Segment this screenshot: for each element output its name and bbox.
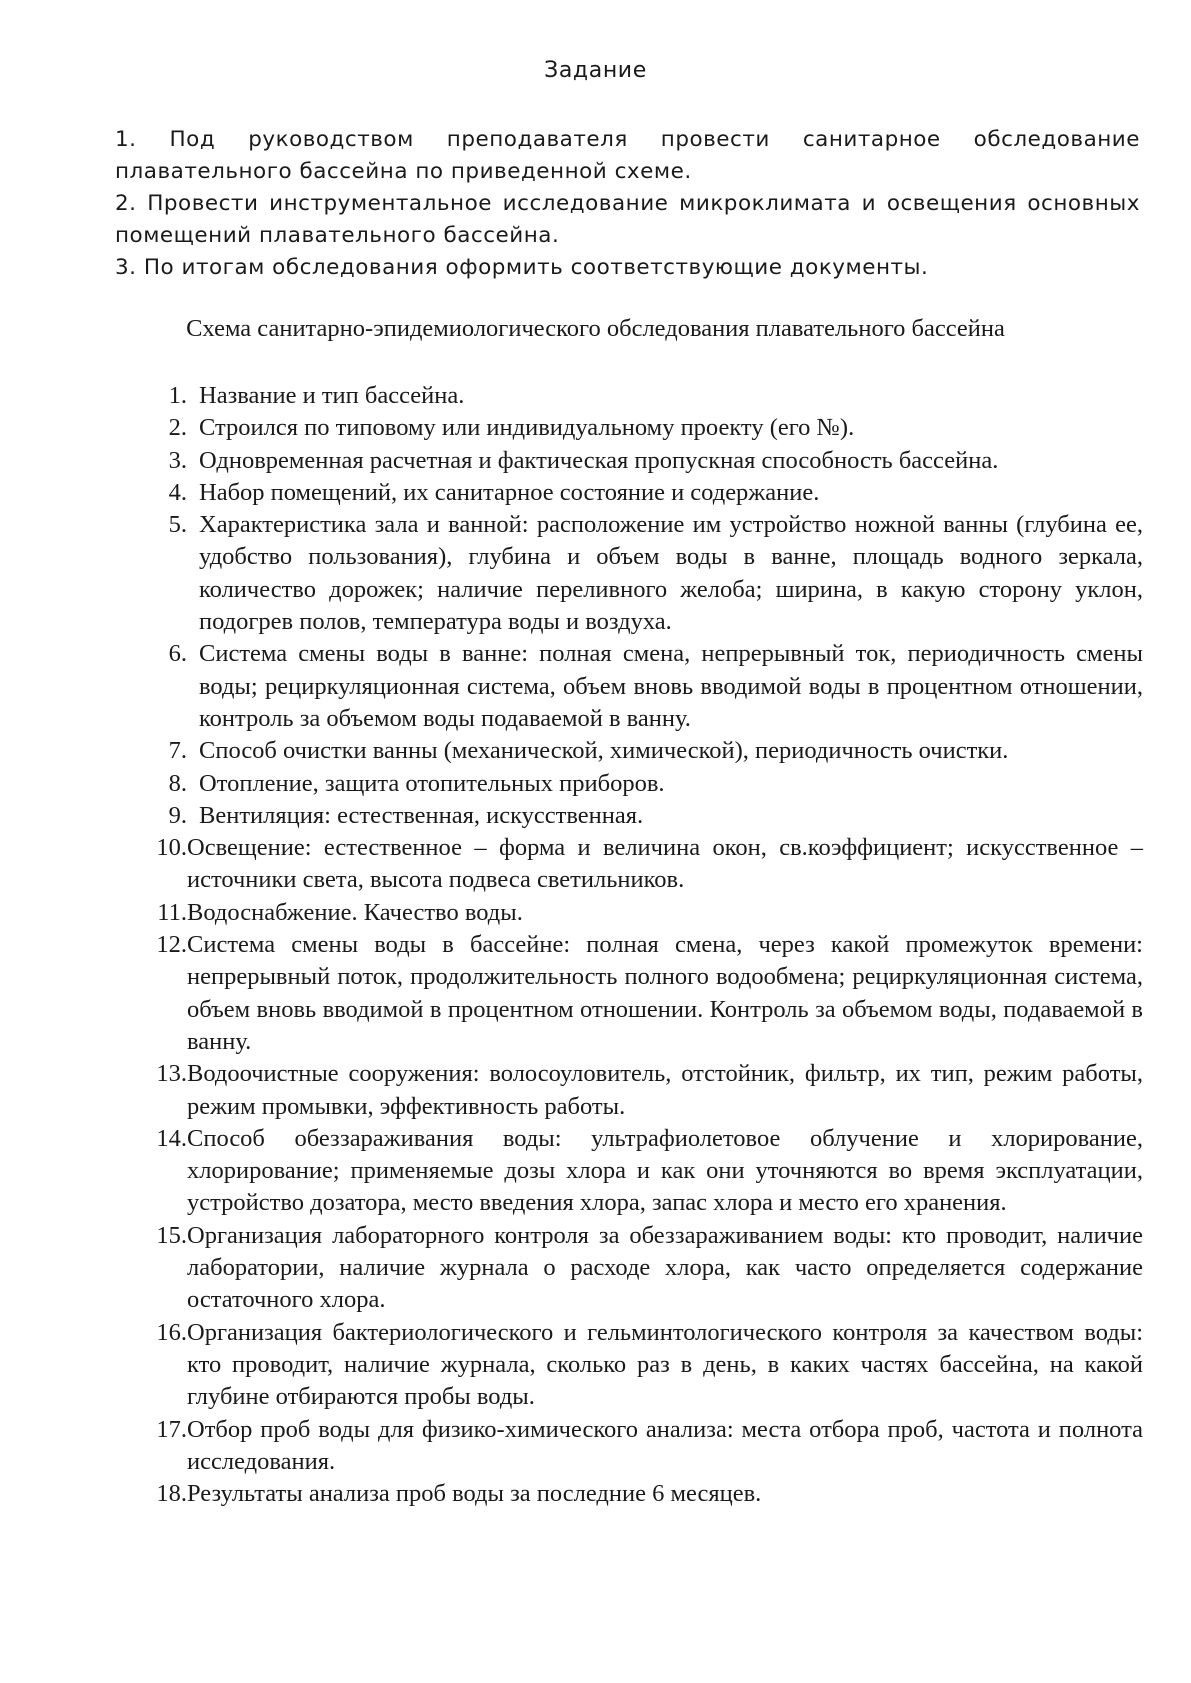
item-text: Вентиляция: естественная, искусственная. <box>199 801 644 829</box>
item-number: 6. <box>168 640 187 668</box>
item-text: Одновременная расчетная и фактическая пропускная способность бассейна. <box>199 446 999 474</box>
item-text: Водоочистные сооружения: волосоуловитель, отстойник, фильтр, их тип, режим работы, режим промывки, эффективность работы. <box>187 1060 1143 1120</box>
item-number: 17. <box>156 1415 187 1443</box>
scheme-item <box>146 800 1143 832</box>
item-number: 1. <box>168 382 187 409</box>
scheme-item <box>146 735 1143 767</box>
item-text: Строился по типовому или индивидуальному проекту (его №). <box>199 414 855 442</box>
scheme-item <box>146 768 1143 800</box>
scheme-item <box>146 1058 1143 1123</box>
task-item: 3. По итогам обследования оформить соответствующие документы. <box>115 255 929 280</box>
item-number: 2. <box>168 414 187 442</box>
item-text: Система смены воды в ванне: полная смена, непрерывный ток, периодичность смены воды; рециркуляционная система, объем вновь вводимой воды в процентном отношении, контроль за объемом воды подаваемой в ванну. <box>199 640 1143 732</box>
page-title: Задание <box>544 58 647 83</box>
item-number: 8. <box>168 769 187 797</box>
item-number: 15. <box>156 1221 187 1249</box>
scheme-item <box>146 929 1143 1058</box>
scheme-item <box>146 509 1143 638</box>
item-text: Организация бактериологического и гельминтологического контроля за качеством воды: кто проводит, наличие журнала, сколько раз в день, в каких частях бассейна, на какой глубине отбираются пробы воды. <box>187 1318 1143 1411</box>
scheme-item <box>146 897 1143 929</box>
task-item: 1. Под руководством преподавателя провести санитарное обследование плавательного бассейна по приведенной схеме. <box>115 127 1140 184</box>
item-number: 3. <box>168 446 187 474</box>
item-text: Освещение: естественное – форма и величина окон, св.коэффициент; искусственное – источники света, высота подвеса светильников. <box>187 834 1143 894</box>
scheme-item <box>146 1220 1143 1317</box>
scheme-item <box>146 380 1143 412</box>
item-text: Способ очистки ванны (механической, химической), периодичность очистки. <box>199 737 1009 765</box>
item-text: Способ обеззараживания воды: ультрафиолетовое облучение и хлорирование, хлорирование; применяемые дозы хлора и как они уточняются во время эксплуатации, устройство дозатора, место введения хлора, запас хлора и место его хранения. <box>187 1124 1143 1217</box>
task-list <box>115 124 1140 284</box>
item-text: Результаты анализа проб воды за последние 6 месяцев. <box>187 1480 762 1508</box>
scheme-item <box>146 1414 1143 1479</box>
item-number: 13. <box>156 1060 187 1088</box>
item-number: 18. <box>156 1480 187 1508</box>
item-number: 10. <box>156 834 187 862</box>
item-number: 9. <box>168 801 187 829</box>
item-number: 12. <box>156 931 187 959</box>
item-number: 4. <box>168 478 187 506</box>
item-number: 16. <box>156 1318 187 1346</box>
scheme-item <box>146 477 1143 509</box>
task-item: 2. Провести инструментальное исследование микроклимата и освещения основных помещений плавательного бассейна. <box>115 191 1140 248</box>
item-text: Характеристика зала и ванной: расположение им устройство ножной ванны (глубина ее, удобство пользования), глубина и объем воды в ванне, площадь водного зеркала, количество дорожек; наличие переливного желоба; ширина, в какую сторону уклон, подогрев полов, температура воды и воздуха. <box>199 511 1143 636</box>
item-text: Название и тип бассейна. <box>199 382 465 409</box>
item-text: Отопление, защита отопительных приборов. <box>199 769 665 797</box>
scheme-title: Схема санитарно-эпидемиологического обследования плавательного бассейна <box>186 315 1005 342</box>
item-text: Организация лабораторного контроля за обеззараживанием воды: кто проводит, наличие лаборатории, наличие журнала о расходе хлора, как часто определяется содержание остаточного хлора. <box>187 1221 1143 1314</box>
scheme-item <box>146 832 1143 897</box>
item-text: Набор помещений, их санитарное состояние и содержание. <box>199 478 820 506</box>
scheme-item <box>146 638 1143 735</box>
scheme-item <box>146 1317 1143 1414</box>
scheme-list <box>146 380 1143 1510</box>
scheme-item <box>146 1478 1143 1510</box>
item-number: 5. <box>168 511 187 539</box>
item-text: Отбор проб воды для физико-химического анализа: места отбора проб, частота и полнота исследования. <box>187 1415 1143 1475</box>
item-number: 7. <box>168 737 187 765</box>
item-text: Водоснабжение. Качество воды. <box>187 898 523 926</box>
scheme-item <box>146 1123 1143 1220</box>
scheme-item <box>146 412 1143 444</box>
item-text: Система смены воды в бассейне: полная смена, через какой промежуток времени: непрерывный поток, продолжительность полного водообмена; рециркуляционная система, объем вновь вводимой в процентном отношении. Контроль за объемом воды, подаваемой в ванну. <box>187 931 1143 1055</box>
item-number: 14. <box>156 1124 187 1152</box>
scheme-item <box>146 445 1143 477</box>
item-number: 11. <box>157 898 187 926</box>
